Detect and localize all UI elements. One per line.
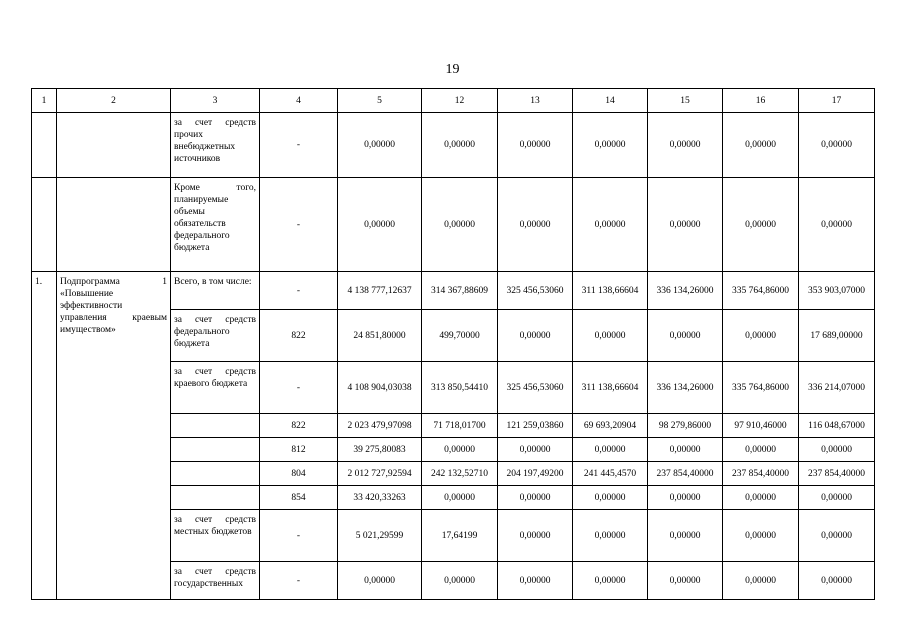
table-header-row (32, 89, 875, 113)
value-cell: 0,00000 (723, 562, 799, 600)
value-cell: 0,00000 (498, 510, 573, 562)
value-cell: 5 021,29599 (338, 510, 422, 562)
value-cell: 4 138 777,12637 (338, 272, 422, 310)
value-cell: 0,00000 (799, 486, 875, 510)
funding-source-cell: Всего, в том числе: (171, 272, 260, 310)
value-cell: 0,00000 (422, 113, 498, 178)
value-cell: 0,00000 (498, 113, 573, 178)
value-cell: 2 012 727,92594 (338, 462, 422, 486)
value-cell: 311 138,66604 (573, 272, 648, 310)
value-cell: 0,00000 (799, 562, 875, 600)
code-cell: - (260, 272, 338, 310)
code-cell: - (260, 510, 338, 562)
value-cell: 33 420,33263 (338, 486, 422, 510)
value-cell: 0,00000 (799, 113, 875, 178)
value-cell: 0,00000 (648, 562, 723, 600)
header-cell: 12 (422, 89, 498, 113)
value-cell: 0,00000 (799, 438, 875, 462)
header-cell: 1 (32, 89, 57, 113)
header-cell: 2 (57, 89, 171, 113)
value-cell: 0,00000 (723, 178, 799, 272)
value-cell: 499,70000 (422, 310, 498, 362)
value-cell: 2 023 479,97098 (338, 414, 422, 438)
value-cell: 98 279,86000 (648, 414, 723, 438)
header-cell: 3 (171, 89, 260, 113)
code-cell: - (260, 362, 338, 414)
funding-source-cell: Кроме того, планируемые объемы обязательств федерального бюджета (171, 178, 260, 272)
table-row (32, 272, 875, 310)
value-cell: 0,00000 (422, 562, 498, 600)
value-cell: 71 718,01700 (422, 414, 498, 438)
value-cell: 0,00000 (723, 510, 799, 562)
value-cell: 314 367,88609 (422, 272, 498, 310)
value-cell: 353 903,07000 (799, 272, 875, 310)
value-cell: 325 456,53060 (498, 362, 573, 414)
value-cell: 0,00000 (573, 310, 648, 362)
row-number-cell: 1. (32, 272, 57, 600)
funding-source-cell (171, 438, 260, 462)
funding-source-cell: за счет средств прочих внебюджетных источников (171, 113, 260, 178)
header-cell: 15 (648, 89, 723, 113)
value-cell: 336 134,26000 (648, 362, 723, 414)
value-cell: 0,00000 (422, 486, 498, 510)
funding-source-cell (171, 414, 260, 438)
value-cell: 0,00000 (498, 438, 573, 462)
value-cell: 0,00000 (422, 178, 498, 272)
value-cell: 97 910,46000 (723, 414, 799, 438)
value-cell: 0,00000 (799, 510, 875, 562)
value-cell: 39 275,80083 (338, 438, 422, 462)
header-cell: 17 (799, 89, 875, 113)
value-cell: 69 693,20904 (573, 414, 648, 438)
program-name-cell (57, 178, 171, 272)
value-cell: 335 764,86000 (723, 362, 799, 414)
value-cell: 116 048,67000 (799, 414, 875, 438)
value-cell: 311 138,66604 (573, 362, 648, 414)
header-cell: 14 (573, 89, 648, 113)
value-cell: 24 851,80000 (338, 310, 422, 362)
value-cell: 0,00000 (573, 113, 648, 178)
value-cell: 4 108 904,03038 (338, 362, 422, 414)
value-cell: 241 445,4570 (573, 462, 648, 486)
funding-source-cell: за счет средств федерального бюджета (171, 310, 260, 362)
value-cell: 0,00000 (573, 438, 648, 462)
value-cell: 242 132,52710 (422, 462, 498, 486)
value-cell: 0,00000 (338, 562, 422, 600)
value-cell: 0,00000 (338, 178, 422, 272)
value-cell: 0,00000 (723, 438, 799, 462)
value-cell: 0,00000 (648, 310, 723, 362)
value-cell: 0,00000 (648, 510, 723, 562)
value-cell: 0,00000 (723, 310, 799, 362)
value-cell: 0,00000 (573, 562, 648, 600)
value-cell: 237 854,40000 (648, 462, 723, 486)
value-cell: 0,00000 (648, 486, 723, 510)
program-name-cell (57, 113, 171, 178)
value-cell: 0,00000 (422, 438, 498, 462)
header-cell: 5 (338, 89, 422, 113)
value-cell: 237 854,40000 (799, 462, 875, 486)
value-cell: 0,00000 (648, 438, 723, 462)
header-cell: 16 (723, 89, 799, 113)
code-cell: - (260, 178, 338, 272)
code-cell: 854 (260, 486, 338, 510)
value-cell: 0,00000 (648, 113, 723, 178)
header-cell: 13 (498, 89, 573, 113)
funding-source-cell: за счет средств государственных (171, 562, 260, 600)
funding-source-cell (171, 462, 260, 486)
value-cell: 17 689,00000 (799, 310, 875, 362)
value-cell: 0,00000 (723, 113, 799, 178)
value-cell: 0,00000 (573, 510, 648, 562)
header-cell: 4 (260, 89, 338, 113)
value-cell: 0,00000 (498, 562, 573, 600)
value-cell: 336 214,07000 (799, 362, 875, 414)
value-cell: 325 456,53060 (498, 272, 573, 310)
funding-source-cell: за счет средств местных бюджетов (171, 510, 260, 562)
code-cell: 822 (260, 414, 338, 438)
value-cell: 0,00000 (498, 310, 573, 362)
value-cell: 121 259,03860 (498, 414, 573, 438)
value-cell: 0,00000 (573, 178, 648, 272)
value-cell: 0,00000 (338, 113, 422, 178)
program-name-cell: Подпрограмма 1 «Повышение эффективности управления краевым имуществом» (57, 272, 171, 600)
row-number-cell (32, 178, 57, 272)
table-row (32, 178, 875, 272)
code-cell: - (260, 562, 338, 600)
value-cell: 237 854,40000 (723, 462, 799, 486)
budget-table (31, 88, 875, 600)
value-cell: 0,00000 (573, 486, 648, 510)
row-number-cell (32, 113, 57, 178)
code-cell: 812 (260, 438, 338, 462)
value-cell: 0,00000 (498, 486, 573, 510)
code-cell: - (260, 113, 338, 178)
value-cell: 0,00000 (648, 178, 723, 272)
value-cell: 336 134,26000 (648, 272, 723, 310)
code-cell: 822 (260, 310, 338, 362)
code-cell: 804 (260, 462, 338, 486)
value-cell: 17,64199 (422, 510, 498, 562)
table-row (32, 113, 875, 178)
value-cell: 0,00000 (498, 178, 573, 272)
funding-source-cell: за счет средств краевого бюджета (171, 362, 260, 414)
value-cell: 0,00000 (723, 486, 799, 510)
value-cell: 0,00000 (799, 178, 875, 272)
value-cell: 204 197,49200 (498, 462, 573, 486)
funding-source-cell (171, 486, 260, 510)
value-cell: 335 764,86000 (723, 272, 799, 310)
page-number: 19 (445, 62, 460, 77)
value-cell: 313 850,54410 (422, 362, 498, 414)
